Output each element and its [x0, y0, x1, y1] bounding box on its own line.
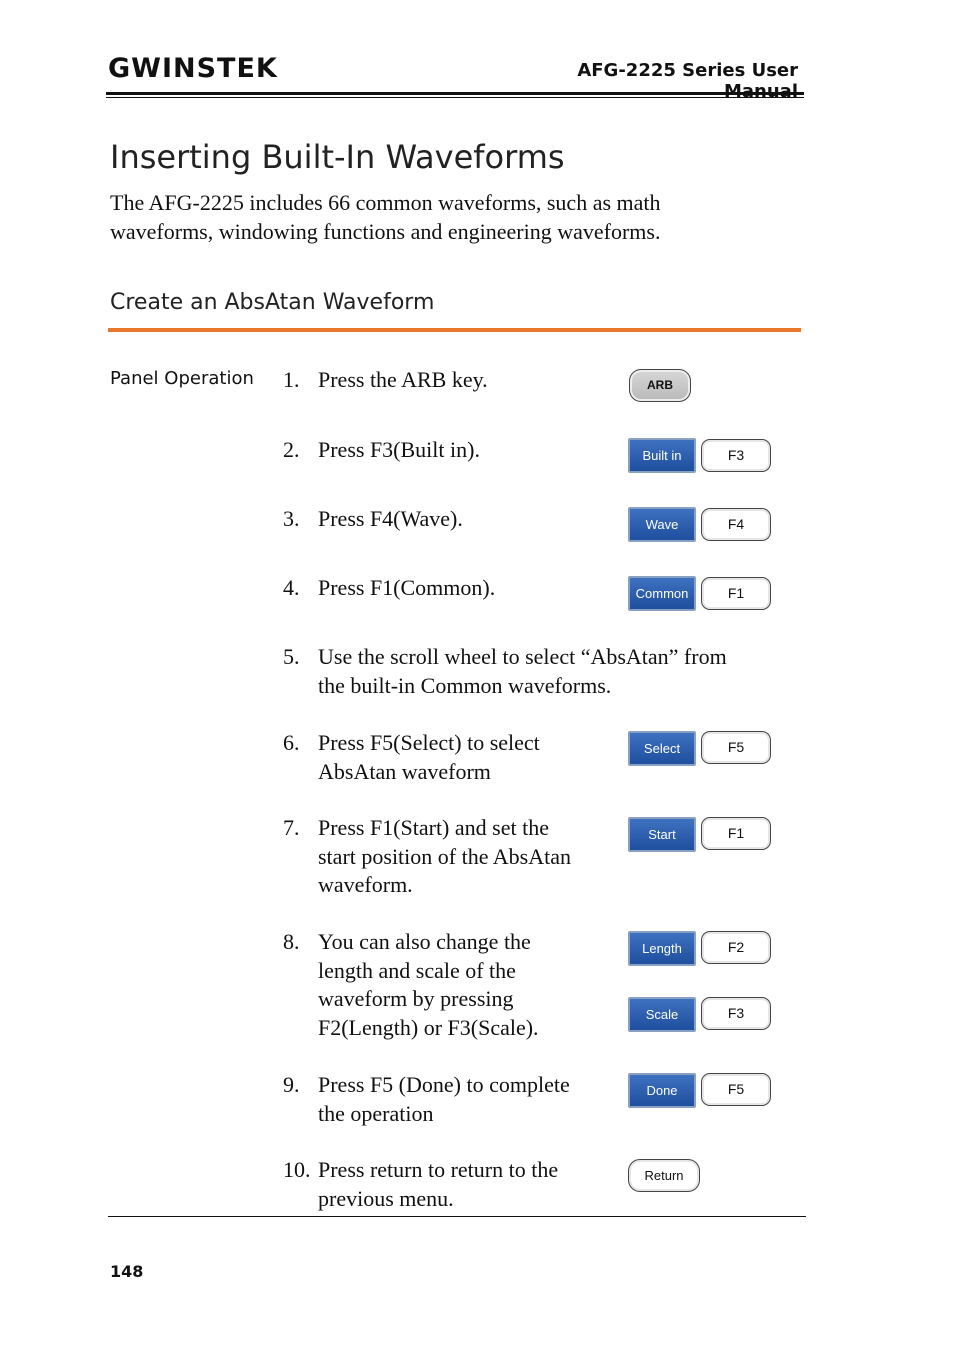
f1-key[interactable]: F1 — [701, 817, 771, 850]
f5-key[interactable]: F5 — [701, 1073, 771, 1106]
step-line: Press the ARB key. — [318, 367, 488, 392]
header-rule — [106, 92, 804, 95]
step-line: the operation — [318, 1100, 434, 1126]
step-number: 9. — [283, 1072, 300, 1097]
step-number: 2. — [283, 437, 300, 462]
header-rule-thin — [106, 97, 804, 98]
step-text — [318, 1156, 558, 1213]
f4-key[interactable]: F4 — [701, 508, 771, 541]
step-number: 5. — [283, 644, 300, 669]
return-key[interactable]: Return — [628, 1159, 700, 1192]
step-line: start position of the AbsAtan — [318, 843, 571, 869]
subsection-rule — [108, 328, 801, 332]
step-line: waveform by pressing — [318, 986, 514, 1011]
step-line: Press F4(Wave). — [318, 506, 463, 531]
step-line: AbsAtan waveform — [318, 758, 491, 784]
step-line: Press return to return to the — [318, 1157, 559, 1182]
step-text — [318, 574, 495, 603]
step-line: the built-in Common waveforms. — [318, 672, 612, 698]
f2-key[interactable]: F2 — [701, 931, 771, 964]
f3-key[interactable]: F3 — [701, 997, 771, 1030]
scale-softkey[interactable]: Scale — [628, 997, 696, 1032]
step-line: Use the scroll wheel to select “AbsAtan” from — [318, 644, 727, 669]
step-line: previous menu. — [318, 1185, 454, 1211]
step-line: waveform. — [318, 872, 413, 897]
common-softkey[interactable]: Common — [628, 576, 696, 611]
step-line: length and scale of the — [318, 957, 516, 983]
done-softkey[interactable]: Done — [628, 1073, 696, 1108]
step-line: Press F1(Common). — [318, 575, 496, 600]
step-number: 6. — [283, 730, 300, 755]
step-number: 1. — [283, 367, 300, 392]
panel-operation-label: Panel Operation — [110, 368, 254, 389]
wave-softkey[interactable]: Wave — [628, 507, 696, 542]
step-line: Press F5(Select) to select — [318, 730, 540, 755]
step-text — [318, 928, 539, 1042]
step-text — [318, 505, 463, 534]
step-line: You can also change the — [318, 929, 531, 954]
step-line: Press F3(Built in). — [318, 437, 480, 462]
intro-paragraph — [110, 188, 770, 246]
footer-rule — [108, 1216, 806, 1217]
f3-key[interactable]: F3 — [701, 439, 771, 472]
step-number: 7. — [283, 815, 300, 840]
length-softkey[interactable]: Length — [628, 931, 696, 966]
start-softkey[interactable]: Start — [628, 817, 696, 852]
step-text — [318, 643, 727, 700]
step-number: 4. — [283, 575, 300, 600]
manual-title: AFG-2225 Series User — [577, 60, 798, 81]
builtin-softkey[interactable]: Built in — [628, 438, 696, 473]
f5-key[interactable]: F5 — [701, 731, 771, 764]
section-title: Inserting Built-In Waveforms — [110, 138, 565, 176]
step-line: Press F5 (Done) to complete — [318, 1072, 570, 1097]
select-softkey[interactable]: Select — [628, 731, 696, 766]
subsection-title: Create an AbsAtan Waveform — [110, 290, 435, 315]
brand-logo: GWINSTEK — [108, 53, 278, 84]
step-text — [318, 366, 488, 395]
step-text — [318, 729, 540, 786]
intro-line: waveforms, windowing functions and engineering waveforms. — [110, 219, 661, 244]
step-number: 10. — [283, 1157, 311, 1182]
step-line: Press F1(Start) and set the — [318, 815, 549, 840]
intro-line: The AFG-2225 includes 66 common waveforms, such as math — [110, 190, 661, 215]
step-text — [318, 436, 480, 465]
arb-key[interactable]: ARB — [629, 369, 691, 402]
step-line: F2(Length) or F3(Scale). — [318, 1014, 539, 1040]
step-text — [318, 1071, 570, 1128]
f1-key[interactable]: F1 — [701, 577, 771, 610]
page-number: 148 — [110, 1262, 144, 1281]
step-number: 8. — [283, 929, 300, 954]
step-text — [318, 814, 571, 900]
step-number: 3. — [283, 506, 300, 531]
